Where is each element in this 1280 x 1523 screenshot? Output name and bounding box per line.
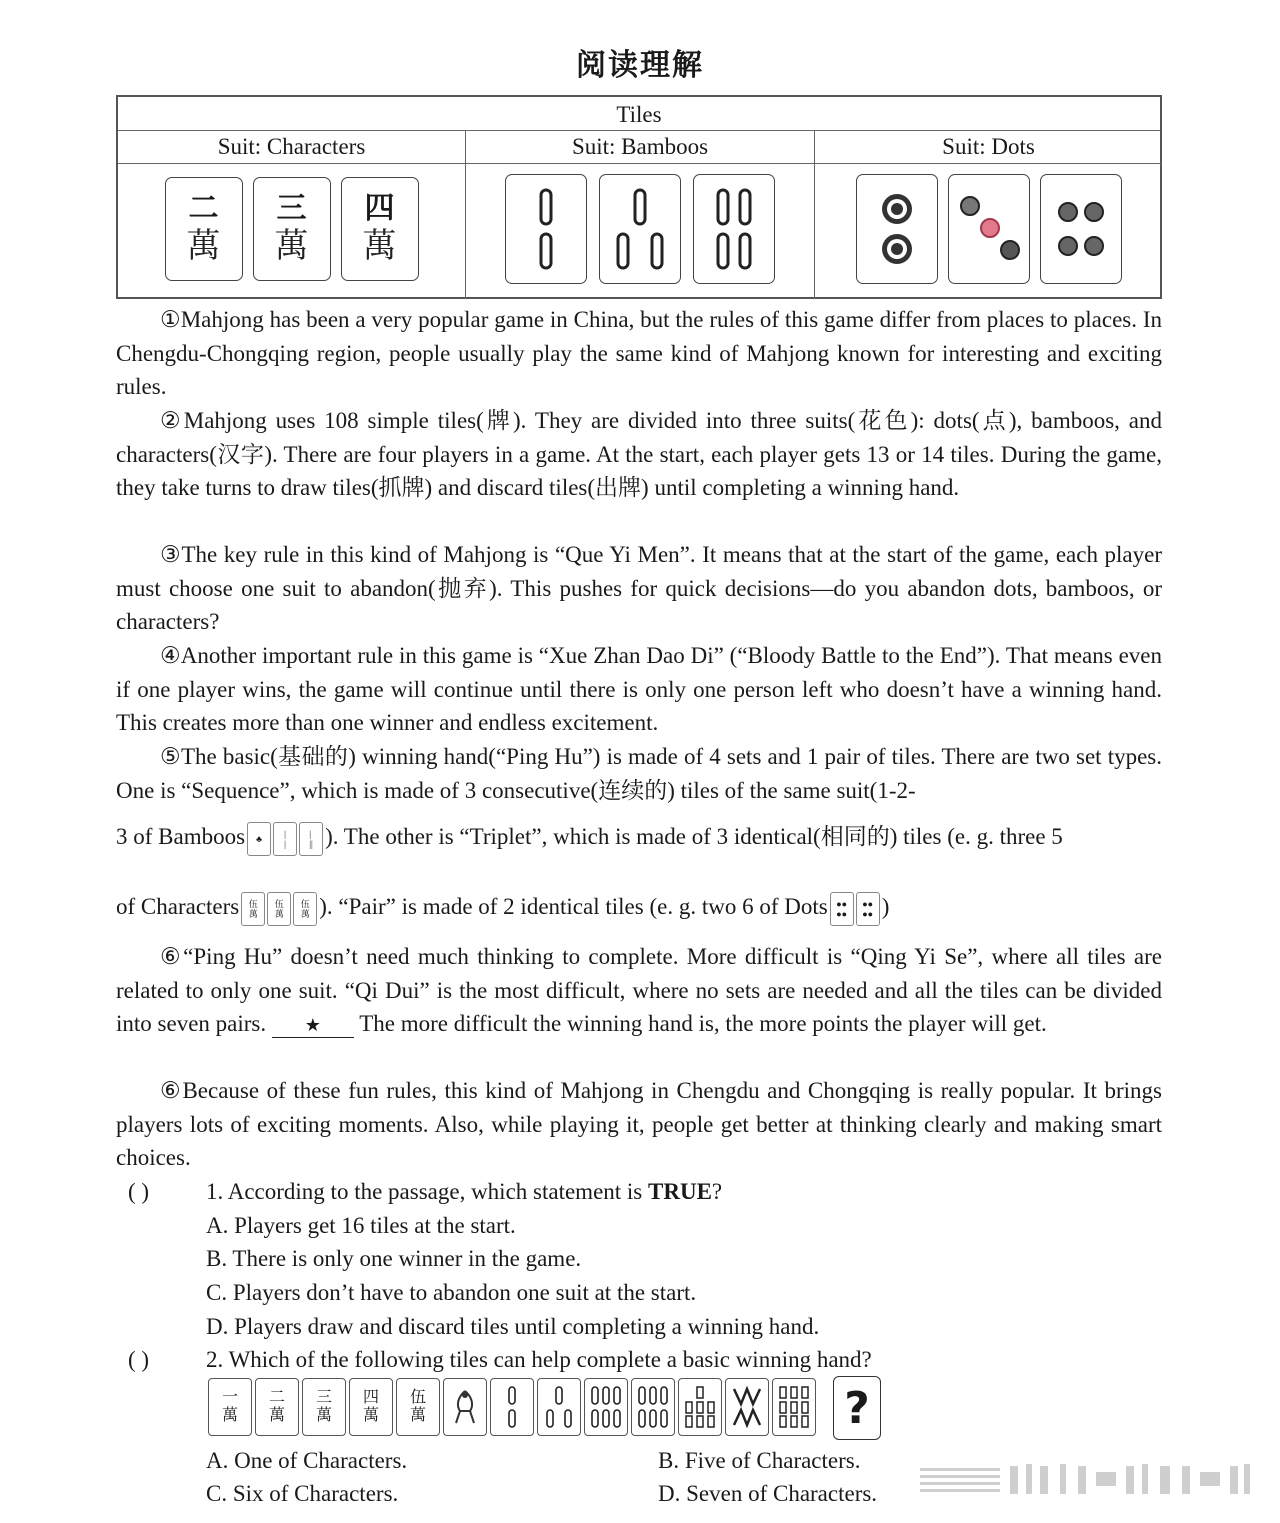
five-characters-mini-tile: 伍 萬 <box>267 892 291 926</box>
tiles-table <box>116 95 1162 299</box>
q2-option-c: C. Six of Characters. <box>206 1481 399 1506</box>
suit-dots-column <box>815 130 1162 299</box>
q1-option-b: B. There is only one winner in the game. <box>206 1246 582 1271</box>
two-bamboos-mini-tile: | | <box>273 822 297 856</box>
six-dots-mini-tile: ●● ●● <box>830 892 854 926</box>
one-characters-tile: 一 萬 <box>208 1378 252 1436</box>
q2-answer-paren[interactable]: ( ) <box>128 1347 150 1372</box>
watermark-graphic <box>920 1462 1252 1498</box>
six-dots-mini-tile: ●● ●● <box>856 892 880 926</box>
paragraph-6: ⑥“Ping Hu” doesn’t need much thinking to complete. More difficult is “Qing Yi Se”, where all tiles are related to only one suit. “Qi Dui” is the most difficult, where no sets are needed and all the tiles can be divided into seven pairs. ★ The more difficult the winning hand is, the more points the player will get. <box>116 944 1162 1036</box>
three-characters-tile: 三 萬 <box>302 1378 346 1436</box>
four-bamboos-tile <box>693 174 775 284</box>
nine-bamboos-tile <box>772 1378 816 1436</box>
two-bamboos-tile <box>490 1378 534 1436</box>
six-dots-pair-tiles <box>830 892 880 926</box>
one-bamboo-bird-tile <box>443 1378 487 1436</box>
paragraph-7: ⑥Because of these fun rules, this kind of Mahjong in Chengdu and Chongqing is really popular. It brings players lots of exciting moments. Also, while playing it, people get better at thinking clearly and making smart choices. <box>116 1078 1162 1170</box>
five-characters-mini-tile: 伍 萬 <box>293 892 317 926</box>
four-dots-tile <box>1040 174 1122 284</box>
two-dots-tile <box>856 174 938 284</box>
paragraph-5-line-3: of Characters 伍 萬 伍 萬 伍 萬 ). “Pair” is made of 2 identical tiles (e. g. two 6 of Dots ●● ●● ●● ●● ) <box>116 890 889 926</box>
three-bamboos-mini-tile: | || <box>299 822 323 856</box>
q2-option-b: B. Five of Characters. <box>658 1448 861 1473</box>
five-characters-mini-tile: 伍 萬 <box>241 892 265 926</box>
seven-bamboos-tile <box>678 1378 722 1436</box>
q1-option-c: C. Players don’t have to abandon one suit at the start. <box>206 1280 697 1305</box>
five-characters-triplet-tiles <box>241 892 317 926</box>
answer-blank[interactable]: ★ <box>272 1013 354 1038</box>
suit-bamboos-label: Suit: Bamboos <box>466 130 814 164</box>
q2-option-a: A. One of Characters. <box>206 1448 408 1473</box>
three-bamboos-tile <box>537 1378 581 1436</box>
paragraph-5-line-2: 3 of Bamboos ♣ | | | || ). The other is “Triplet”, which is made of 3 identical(相同的) tiles (e. g. three 5 <box>116 820 1063 856</box>
missing-tile-question-mark: ? <box>833 1376 881 1440</box>
four-characters-tile: 四 萬 <box>349 1378 393 1436</box>
suit-characters-label: Suit: Characters <box>118 130 465 164</box>
six-bamboos-tile <box>584 1378 628 1436</box>
q1-answer-paren[interactable]: ( ) <box>128 1179 150 1204</box>
paragraph-2: ②Mahjong uses 108 simple tiles(牌). They are divided into three suits(花色): dots(点), bamboos, and characters(汉字). There are four players in a game. At the start, each player gets 13 or 14 tiles. During the game, they take turns to draw tiles(抓牌) and discard tiles(出牌) until completing a winning hand. <box>116 408 1162 500</box>
three-dots-tile <box>948 174 1030 284</box>
suit-bamboos-column <box>466 130 815 299</box>
q1-option-d: D. Players draw and discard tiles until completing a winning hand. <box>206 1314 820 1339</box>
two-characters-tile: 二 萬 <box>255 1378 299 1436</box>
three-bamboos-tile <box>599 174 681 284</box>
two-bamboos-tile <box>505 174 587 284</box>
two-characters-tile: 二 萬 <box>165 177 243 281</box>
suit-dots-label: Suit: Dots <box>815 130 1162 164</box>
four-characters-tile: 四 萬 <box>341 177 419 281</box>
q1-option-a: A. Players get 16 tiles at the start. <box>206 1213 516 1238</box>
page-title: 阅读理解 <box>576 48 704 83</box>
bamboo-sequence-tiles <box>247 822 323 856</box>
suit-characters-column <box>118 130 466 299</box>
paragraph-5-line-1: ⑤The basic(基础的) winning hand(“Ping Hu”) is made of 4 sets and 1 pair of tiles. There are two set types. One is “Sequence”, which is made of 3 consecutive(连续的) tiles of the same suit(1-2- <box>116 744 1162 803</box>
eight-bamboos-tile <box>725 1378 769 1436</box>
one-bamboo-mini-tile: ♣ <box>247 822 271 856</box>
q2-option-d: D. Seven of Characters. <box>658 1481 878 1506</box>
q1-stem: 1. According to the passage, which statement is TRUE? <box>206 1179 723 1204</box>
q2-stem: 2. Which of the following tiles can help complete a basic winning hand? <box>206 1347 872 1372</box>
five-characters-tile: 伍 萬 <box>396 1378 440 1436</box>
paragraph-4: ④Another important rule in this game is “Xue Zhan Dao Di” (“Bloody Battle to the End”). That means even if one player wins, the game will continue until there is only one person left who doesn’t have a winning hand. This creates more than one winner and endless excitement. <box>116 643 1162 735</box>
q2-hand-tiles <box>208 1378 881 1440</box>
paragraph-3: ③The key rule in this kind of Mahjong is “Que Yi Men”. It means that at the start of the game, each player must choose one suit to abandon(抛弃). This pushes for quick decisions—do you abandon dots, bamboos, or characters? <box>116 542 1162 634</box>
six-bamboos-tile <box>631 1378 675 1436</box>
three-characters-tile: 三 萬 <box>253 177 331 281</box>
table-header: Tiles <box>118 97 1160 131</box>
paragraph-1: ①Mahjong has been a very popular game in China, but the rules of this game differ from places to places. In Chengdu-Chongqing region, people usually play the same kind of Mahjong known for interesting and exciting rules. <box>116 307 1162 399</box>
